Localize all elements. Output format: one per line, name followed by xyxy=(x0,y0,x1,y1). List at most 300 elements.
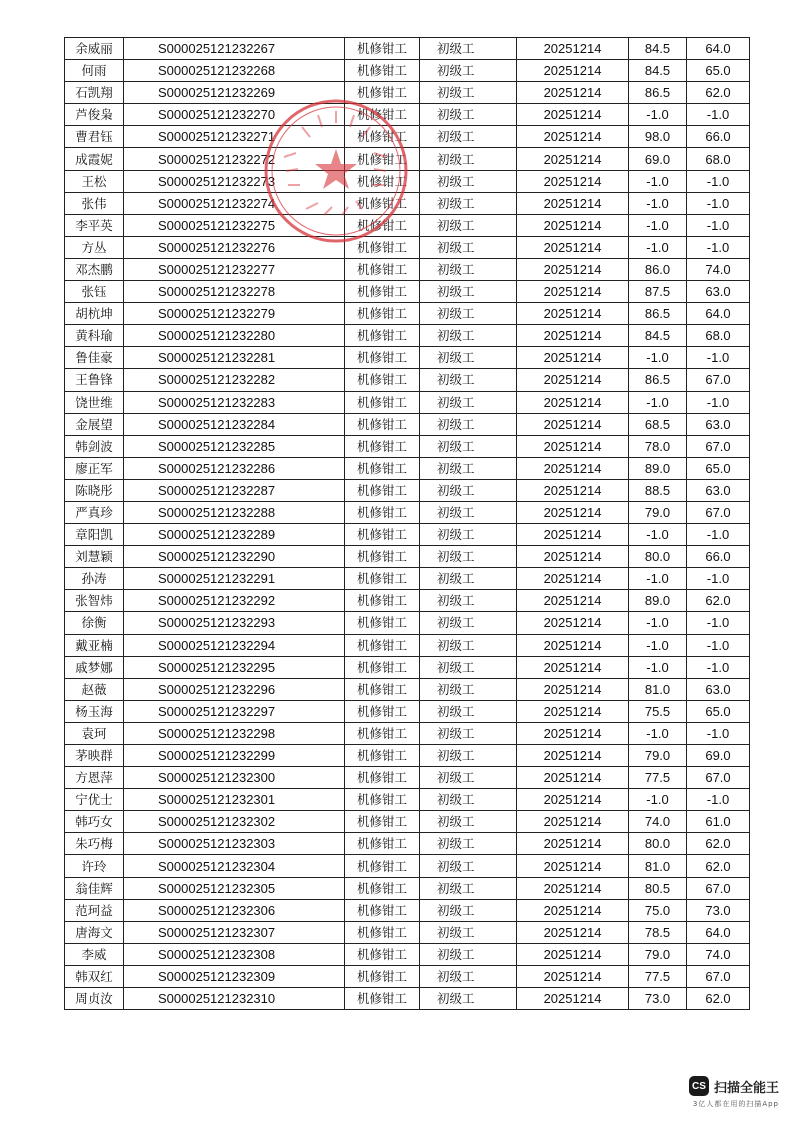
level-cell: 初级工 xyxy=(420,745,517,767)
admission-id-cell: S000025121232290 xyxy=(124,546,345,568)
admission-id-cell: S000025121232285 xyxy=(124,435,345,457)
practical-score-cell: 65.0 xyxy=(687,457,750,479)
admission-id-cell: S000025121232302 xyxy=(124,811,345,833)
admission-id-cell: S000025121232278 xyxy=(124,281,345,303)
practical-score-cell: -1.0 xyxy=(687,612,750,634)
theory-score-cell: -1.0 xyxy=(629,524,687,546)
theory-score-cell: 81.0 xyxy=(629,855,687,877)
theory-score-cell: 89.0 xyxy=(629,590,687,612)
occupation-cell: 机修钳工 xyxy=(345,148,420,170)
exam-date-cell: 20251214 xyxy=(517,347,629,369)
level-cell: 初级工 xyxy=(420,369,517,391)
theory-score-cell: -1.0 xyxy=(629,656,687,678)
practical-score-cell: -1.0 xyxy=(687,347,750,369)
candidate-name-cell: 金展望 xyxy=(65,413,124,435)
table-row xyxy=(65,369,750,391)
admission-id-cell: S000025121232306 xyxy=(124,899,345,921)
theory-score-cell: 87.5 xyxy=(629,281,687,303)
level-cell: 初级工 xyxy=(420,325,517,347)
admission-id-cell: S000025121232288 xyxy=(124,501,345,523)
exam-date-cell: 20251214 xyxy=(517,501,629,523)
theory-score-cell: 80.0 xyxy=(629,546,687,568)
admission-id-cell: S000025121232284 xyxy=(124,413,345,435)
table-row xyxy=(65,833,750,855)
practical-score-cell: 66.0 xyxy=(687,126,750,148)
level-cell: 初级工 xyxy=(420,236,517,258)
level-cell: 初级工 xyxy=(420,457,517,479)
candidate-name-cell: 王松 xyxy=(65,170,124,192)
table-row xyxy=(65,965,750,987)
occupation-cell: 机修钳工 xyxy=(345,921,420,943)
level-cell: 初级工 xyxy=(420,82,517,104)
admission-id-cell: S000025121232270 xyxy=(124,104,345,126)
candidate-name-cell: 方丛 xyxy=(65,236,124,258)
exam-date-cell: 20251214 xyxy=(517,148,629,170)
level-cell: 初级工 xyxy=(420,501,517,523)
theory-score-cell: 78.5 xyxy=(629,921,687,943)
table-row xyxy=(65,921,750,943)
occupation-cell: 机修钳工 xyxy=(345,38,420,60)
candidate-name-cell: 芦俊枭 xyxy=(65,104,124,126)
level-cell: 初级工 xyxy=(420,634,517,656)
occupation-cell: 机修钳工 xyxy=(345,501,420,523)
level-cell: 初级工 xyxy=(420,148,517,170)
practical-score-cell: -1.0 xyxy=(687,170,750,192)
theory-score-cell: 78.0 xyxy=(629,435,687,457)
candidate-name-cell: 黄科瑜 xyxy=(65,325,124,347)
candidate-name-cell: 徐衡 xyxy=(65,612,124,634)
table-row xyxy=(65,258,750,280)
admission-id-cell: S000025121232295 xyxy=(124,656,345,678)
theory-score-cell: 79.0 xyxy=(629,943,687,965)
exam-date-cell: 20251214 xyxy=(517,479,629,501)
practical-score-cell: -1.0 xyxy=(687,524,750,546)
candidate-name-cell: 袁珂 xyxy=(65,722,124,744)
admission-id-cell: S000025121232296 xyxy=(124,678,345,700)
score-table-body xyxy=(65,38,750,1010)
theory-score-cell: 86.5 xyxy=(629,369,687,391)
level-cell: 初级工 xyxy=(420,943,517,965)
level-cell: 初级工 xyxy=(420,281,517,303)
level-cell: 初级工 xyxy=(420,347,517,369)
table-row xyxy=(65,170,750,192)
exam-date-cell: 20251214 xyxy=(517,391,629,413)
practical-score-cell: 63.0 xyxy=(687,678,750,700)
theory-score-cell: 73.0 xyxy=(629,988,687,1010)
theory-score-cell: 75.0 xyxy=(629,899,687,921)
practical-score-cell: 62.0 xyxy=(687,590,750,612)
occupation-cell: 机修钳工 xyxy=(345,82,420,104)
admission-id-cell: S000025121232267 xyxy=(124,38,345,60)
admission-id-cell: S000025121232291 xyxy=(124,568,345,590)
exam-date-cell: 20251214 xyxy=(517,855,629,877)
theory-score-cell: -1.0 xyxy=(629,192,687,214)
admission-id-cell: S000025121232303 xyxy=(124,833,345,855)
exam-date-cell: 20251214 xyxy=(517,170,629,192)
occupation-cell: 机修钳工 xyxy=(345,811,420,833)
occupation-cell: 机修钳工 xyxy=(345,347,420,369)
theory-score-cell: -1.0 xyxy=(629,214,687,236)
exam-date-cell: 20251214 xyxy=(517,413,629,435)
theory-score-cell: 84.5 xyxy=(629,325,687,347)
practical-score-cell: 66.0 xyxy=(687,546,750,568)
theory-score-cell: 88.5 xyxy=(629,479,687,501)
exam-date-cell: 20251214 xyxy=(517,943,629,965)
theory-score-cell: 68.5 xyxy=(629,413,687,435)
practical-score-cell: 65.0 xyxy=(687,700,750,722)
occupation-cell: 机修钳工 xyxy=(345,722,420,744)
exam-date-cell: 20251214 xyxy=(517,722,629,744)
candidate-name-cell: 韩巧女 xyxy=(65,811,124,833)
admission-id-cell: S000025121232289 xyxy=(124,524,345,546)
exam-date-cell: 20251214 xyxy=(517,126,629,148)
occupation-cell: 机修钳工 xyxy=(345,988,420,1010)
candidate-name-cell: 石凯翔 xyxy=(65,82,124,104)
occupation-cell: 机修钳工 xyxy=(345,546,420,568)
exam-date-cell: 20251214 xyxy=(517,833,629,855)
practical-score-cell: 74.0 xyxy=(687,943,750,965)
admission-id-cell: S000025121232268 xyxy=(124,60,345,82)
theory-score-cell: 79.0 xyxy=(629,745,687,767)
table-row xyxy=(65,325,750,347)
admission-id-cell: S000025121232287 xyxy=(124,479,345,501)
table-row xyxy=(65,60,750,82)
table-row xyxy=(65,943,750,965)
table-row xyxy=(65,457,750,479)
candidate-name-cell: 朱巧梅 xyxy=(65,833,124,855)
level-cell: 初级工 xyxy=(420,678,517,700)
occupation-cell: 机修钳工 xyxy=(345,435,420,457)
table-row xyxy=(65,678,750,700)
admission-id-cell: S000025121232304 xyxy=(124,855,345,877)
exam-date-cell: 20251214 xyxy=(517,369,629,391)
candidate-name-cell: 许玲 xyxy=(65,855,124,877)
occupation-cell: 机修钳工 xyxy=(345,236,420,258)
exam-date-cell: 20251214 xyxy=(517,634,629,656)
admission-id-cell: S000025121232294 xyxy=(124,634,345,656)
admission-id-cell: S000025121232279 xyxy=(124,303,345,325)
theory-score-cell: 75.5 xyxy=(629,700,687,722)
table-row xyxy=(65,745,750,767)
admission-id-cell: S000025121232274 xyxy=(124,192,345,214)
exam-date-cell: 20251214 xyxy=(517,258,629,280)
theory-score-cell: -1.0 xyxy=(629,634,687,656)
admission-id-cell: S000025121232273 xyxy=(124,170,345,192)
admission-id-cell: S000025121232272 xyxy=(124,148,345,170)
theory-score-cell: 79.0 xyxy=(629,501,687,523)
level-cell: 初级工 xyxy=(420,104,517,126)
exam-date-cell: 20251214 xyxy=(517,281,629,303)
occupation-cell: 机修钳工 xyxy=(345,678,420,700)
candidate-name-cell: 饶世维 xyxy=(65,391,124,413)
level-cell: 初级工 xyxy=(420,546,517,568)
candidate-name-cell: 韩双红 xyxy=(65,965,124,987)
admission-id-cell: S000025121232305 xyxy=(124,877,345,899)
table-row xyxy=(65,524,750,546)
occupation-cell: 机修钳工 xyxy=(345,524,420,546)
level-cell: 初级工 xyxy=(420,391,517,413)
occupation-cell: 机修钳工 xyxy=(345,60,420,82)
exam-date-cell: 20251214 xyxy=(517,38,629,60)
exam-date-cell: 20251214 xyxy=(517,214,629,236)
exam-date-cell: 20251214 xyxy=(517,192,629,214)
theory-score-cell: -1.0 xyxy=(629,236,687,258)
table-row xyxy=(65,546,750,568)
admission-id-cell: S000025121232297 xyxy=(124,700,345,722)
candidate-name-cell: 李威 xyxy=(65,943,124,965)
occupation-cell: 机修钳工 xyxy=(345,700,420,722)
exam-date-cell: 20251214 xyxy=(517,60,629,82)
admission-id-cell: S000025121232301 xyxy=(124,789,345,811)
table-row xyxy=(65,590,750,612)
candidate-name-cell: 刘慧颖 xyxy=(65,546,124,568)
exam-date-cell: 20251214 xyxy=(517,325,629,347)
occupation-cell: 机修钳工 xyxy=(345,568,420,590)
candidate-name-cell: 杨玉海 xyxy=(65,700,124,722)
theory-score-cell: 98.0 xyxy=(629,126,687,148)
practical-score-cell: -1.0 xyxy=(687,391,750,413)
exam-date-cell: 20251214 xyxy=(517,568,629,590)
score-sheet xyxy=(64,37,750,1010)
occupation-cell: 机修钳工 xyxy=(345,833,420,855)
occupation-cell: 机修钳工 xyxy=(345,634,420,656)
theory-score-cell: 80.0 xyxy=(629,833,687,855)
practical-score-cell: -1.0 xyxy=(687,568,750,590)
admission-id-cell: S000025121232292 xyxy=(124,590,345,612)
occupation-cell: 机修钳工 xyxy=(345,325,420,347)
table-row xyxy=(65,501,750,523)
table-row xyxy=(65,811,750,833)
candidate-name-cell: 曹君钰 xyxy=(65,126,124,148)
level-cell: 初级工 xyxy=(420,170,517,192)
practical-score-cell: -1.0 xyxy=(687,192,750,214)
occupation-cell: 机修钳工 xyxy=(345,877,420,899)
admission-id-cell: S000025121232298 xyxy=(124,722,345,744)
admission-id-cell: S000025121232271 xyxy=(124,126,345,148)
level-cell: 初级工 xyxy=(420,38,517,60)
exam-date-cell: 20251214 xyxy=(517,678,629,700)
admission-id-cell: S000025121232282 xyxy=(124,369,345,391)
practical-score-cell: -1.0 xyxy=(687,789,750,811)
level-cell: 初级工 xyxy=(420,833,517,855)
practical-score-cell: -1.0 xyxy=(687,634,750,656)
level-cell: 初级工 xyxy=(420,258,517,280)
admission-id-cell: S000025121232309 xyxy=(124,965,345,987)
practical-score-cell: 61.0 xyxy=(687,811,750,833)
level-cell: 初级工 xyxy=(420,700,517,722)
exam-date-cell: 20251214 xyxy=(517,524,629,546)
candidate-name-cell: 何雨 xyxy=(65,60,124,82)
practical-score-cell: 62.0 xyxy=(687,833,750,855)
level-cell: 初级工 xyxy=(420,877,517,899)
camscanner-logo-icon: CS xyxy=(689,1076,709,1096)
admission-id-cell: S000025121232283 xyxy=(124,391,345,413)
practical-score-cell: 64.0 xyxy=(687,38,750,60)
practical-score-cell: 62.0 xyxy=(687,82,750,104)
table-row xyxy=(65,612,750,634)
exam-date-cell: 20251214 xyxy=(517,435,629,457)
admission-id-cell: S000025121232307 xyxy=(124,921,345,943)
candidate-name-cell: 周贞汝 xyxy=(65,988,124,1010)
watermark-tagline: 3亿人都在用的扫描App xyxy=(692,1100,779,1108)
admission-id-cell: S000025121232269 xyxy=(124,82,345,104)
admission-id-cell: S000025121232281 xyxy=(124,347,345,369)
candidate-name-cell: 韩剑波 xyxy=(65,435,124,457)
candidate-name-cell: 戴亚楠 xyxy=(65,634,124,656)
level-cell: 初级工 xyxy=(420,192,517,214)
theory-score-cell: -1.0 xyxy=(629,612,687,634)
table-row xyxy=(65,479,750,501)
level-cell: 初级工 xyxy=(420,524,517,546)
scanner-watermark xyxy=(689,1076,779,1109)
candidate-name-cell: 廖正军 xyxy=(65,457,124,479)
exam-date-cell: 20251214 xyxy=(517,921,629,943)
candidate-name-cell: 余威丽 xyxy=(65,38,124,60)
level-cell: 初级工 xyxy=(420,568,517,590)
admission-id-cell: S000025121232276 xyxy=(124,236,345,258)
practical-score-cell: 68.0 xyxy=(687,148,750,170)
theory-score-cell: -1.0 xyxy=(629,170,687,192)
practical-score-cell: -1.0 xyxy=(687,104,750,126)
exam-date-cell: 20251214 xyxy=(517,303,629,325)
admission-id-cell: S000025121232277 xyxy=(124,258,345,280)
theory-score-cell: -1.0 xyxy=(629,347,687,369)
occupation-cell: 机修钳工 xyxy=(345,126,420,148)
occupation-cell: 机修钳工 xyxy=(345,479,420,501)
occupation-cell: 机修钳工 xyxy=(345,612,420,634)
level-cell: 初级工 xyxy=(420,811,517,833)
theory-score-cell: -1.0 xyxy=(629,104,687,126)
practical-score-cell: 68.0 xyxy=(687,325,750,347)
occupation-cell: 机修钳工 xyxy=(345,590,420,612)
candidate-name-cell: 孙涛 xyxy=(65,568,124,590)
level-cell: 初级工 xyxy=(420,855,517,877)
table-row xyxy=(65,789,750,811)
level-cell: 初级工 xyxy=(420,656,517,678)
occupation-cell: 机修钳工 xyxy=(345,104,420,126)
occupation-cell: 机修钳工 xyxy=(345,192,420,214)
candidate-name-cell: 张伟 xyxy=(65,192,124,214)
occupation-cell: 机修钳工 xyxy=(345,391,420,413)
table-row xyxy=(65,899,750,921)
occupation-cell: 机修钳工 xyxy=(345,965,420,987)
candidate-name-cell: 方恩萍 xyxy=(65,767,124,789)
theory-score-cell: -1.0 xyxy=(629,391,687,413)
level-cell: 初级工 xyxy=(420,214,517,236)
exam-date-cell: 20251214 xyxy=(517,590,629,612)
candidate-name-cell: 鲁佳豪 xyxy=(65,347,124,369)
admission-id-cell: S000025121232308 xyxy=(124,943,345,965)
occupation-cell: 机修钳工 xyxy=(345,855,420,877)
table-row xyxy=(65,634,750,656)
occupation-cell: 机修钳工 xyxy=(345,767,420,789)
candidate-name-cell: 茅映群 xyxy=(65,745,124,767)
theory-score-cell: 84.5 xyxy=(629,60,687,82)
level-cell: 初级工 xyxy=(420,921,517,943)
level-cell: 初级工 xyxy=(420,789,517,811)
theory-score-cell: 80.5 xyxy=(629,877,687,899)
candidate-name-cell: 唐海文 xyxy=(65,921,124,943)
exam-date-cell: 20251214 xyxy=(517,965,629,987)
occupation-cell: 机修钳工 xyxy=(345,943,420,965)
candidate-name-cell: 宁优士 xyxy=(65,789,124,811)
candidate-name-cell: 张钰 xyxy=(65,281,124,303)
candidate-name-cell: 张智炜 xyxy=(65,590,124,612)
table-row xyxy=(65,413,750,435)
watermark-app-name: 扫描全能王 xyxy=(713,1080,779,1096)
practical-score-cell: 67.0 xyxy=(687,501,750,523)
theory-score-cell: 81.0 xyxy=(629,678,687,700)
score-table xyxy=(64,37,750,1010)
level-cell: 初级工 xyxy=(420,722,517,744)
candidate-name-cell: 邓杰鹏 xyxy=(65,258,124,280)
table-row xyxy=(65,303,750,325)
theory-score-cell: -1.0 xyxy=(629,789,687,811)
practical-score-cell: 67.0 xyxy=(687,877,750,899)
candidate-name-cell: 李平英 xyxy=(65,214,124,236)
theory-score-cell: 89.0 xyxy=(629,457,687,479)
practical-score-cell: 65.0 xyxy=(687,60,750,82)
admission-id-cell: S000025121232299 xyxy=(124,745,345,767)
candidate-name-cell: 赵薇 xyxy=(65,678,124,700)
occupation-cell: 机修钳工 xyxy=(345,457,420,479)
candidate-name-cell: 范珂益 xyxy=(65,899,124,921)
table-row xyxy=(65,988,750,1010)
table-row xyxy=(65,700,750,722)
level-cell: 初级工 xyxy=(420,965,517,987)
table-row xyxy=(65,214,750,236)
exam-date-cell: 20251214 xyxy=(517,546,629,568)
occupation-cell: 机修钳工 xyxy=(345,258,420,280)
theory-score-cell: 86.5 xyxy=(629,303,687,325)
candidate-name-cell: 翁佳辉 xyxy=(65,877,124,899)
exam-date-cell: 20251214 xyxy=(517,82,629,104)
practical-score-cell: -1.0 xyxy=(687,236,750,258)
candidate-name-cell: 严真珍 xyxy=(65,501,124,523)
occupation-cell: 机修钳工 xyxy=(345,214,420,236)
table-row xyxy=(65,192,750,214)
candidate-name-cell: 成霞妮 xyxy=(65,148,124,170)
theory-score-cell: -1.0 xyxy=(629,568,687,590)
table-row xyxy=(65,855,750,877)
level-cell: 初级工 xyxy=(420,899,517,921)
practical-score-cell: 74.0 xyxy=(687,258,750,280)
practical-score-cell: 64.0 xyxy=(687,303,750,325)
practical-score-cell: 63.0 xyxy=(687,413,750,435)
exam-date-cell: 20251214 xyxy=(517,877,629,899)
candidate-name-cell: 胡杭坤 xyxy=(65,303,124,325)
theory-score-cell: 86.5 xyxy=(629,82,687,104)
table-row xyxy=(65,148,750,170)
level-cell: 初级工 xyxy=(420,413,517,435)
occupation-cell: 机修钳工 xyxy=(345,369,420,391)
practical-score-cell: 67.0 xyxy=(687,435,750,457)
practical-score-cell: 62.0 xyxy=(687,855,750,877)
table-row xyxy=(65,435,750,457)
admission-id-cell: S000025121232286 xyxy=(124,457,345,479)
practical-score-cell: 67.0 xyxy=(687,767,750,789)
level-cell: 初级工 xyxy=(420,126,517,148)
candidate-name-cell: 陈晓彤 xyxy=(65,479,124,501)
occupation-cell: 机修钳工 xyxy=(345,303,420,325)
practical-score-cell: 67.0 xyxy=(687,369,750,391)
theory-score-cell: 86.0 xyxy=(629,258,687,280)
practical-score-cell: 62.0 xyxy=(687,988,750,1010)
exam-date-cell: 20251214 xyxy=(517,811,629,833)
level-cell: 初级工 xyxy=(420,60,517,82)
level-cell: 初级工 xyxy=(420,767,517,789)
table-row xyxy=(65,281,750,303)
